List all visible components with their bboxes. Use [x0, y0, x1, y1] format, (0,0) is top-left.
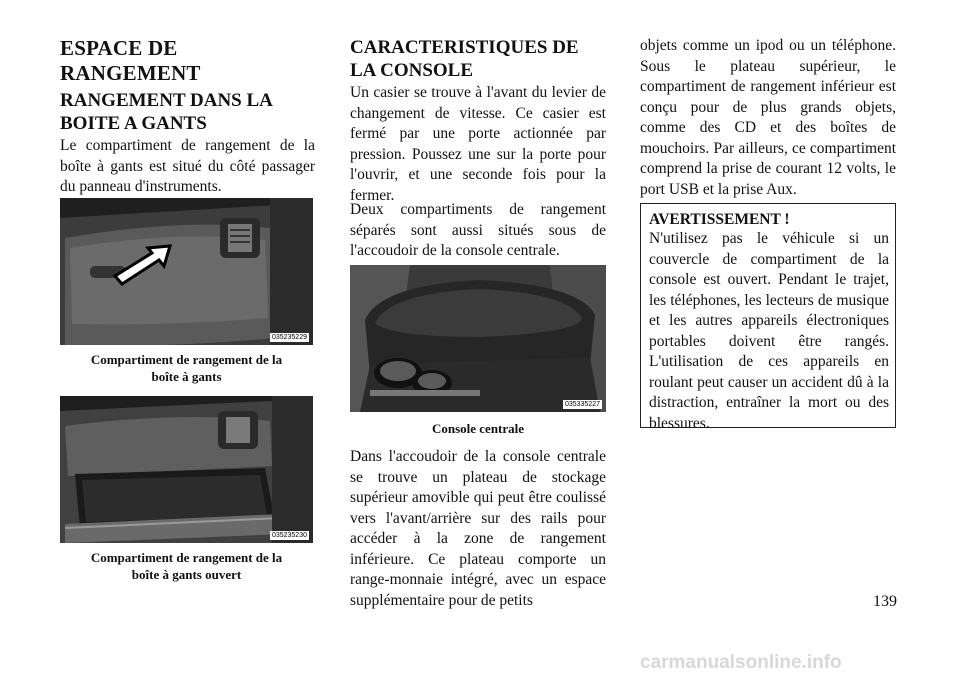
center-console-photo [350, 265, 606, 412]
glovebox-closed-photo [60, 198, 313, 345]
caption-line2: boîte à gants ouvert [131, 567, 242, 582]
glovebox-closed-illustration [60, 198, 313, 345]
figure-caption [60, 351, 313, 385]
figure-code: 035235230 [271, 532, 307, 539]
console-heading-line2: LA CONSOLE [350, 60, 474, 81]
warning-title: AVERTISSEMENT ! [649, 211, 790, 228]
console-paragraph-1: Un casier se trouve à l'avant du levier de changement de vitesse. Ce casier est fermé par une porte actionnée par pression. Poussez une sur la porte pour l'ouvrir, et une seconde fois pour la fermer. [350, 84, 606, 204]
watermark: carmanualsonline.info [640, 652, 842, 673]
console-paragraph-3: Dans l'accoudoir de la console centrale se trouve un plateau de stockage supérieur amovible qui peut être coulissé vers l'avant/arrière sur des rails pour accéder à la zone de rangement inférieure. Ce plateau comporte un range-monnaie intégré, avec un espace supplémentaire pour de petits [350, 448, 606, 609]
glovebox-heading-line2: BOITE A GANTS [60, 113, 207, 134]
figure-caption [60, 549, 313, 583]
caption-line1: Compartiment de rangement de la [90, 352, 283, 367]
section-title-line2: RANGEMENT [60, 61, 201, 85]
figure-caption: Console centrale [431, 421, 525, 436]
warning-text: N'utilisez pas le véhicule si un couvercle de compartiment de la console est ouvert. Pendant le trajet, les téléphones, les lecteurs de musique et les autres appareils électroniques portables doivent être rangés. L'utilisation de ces appareils en roulant peut causer un accident dû à la distraction, entraîner la mort ou des blessures. [649, 230, 889, 432]
figure-code: 035335227 [564, 401, 600, 408]
page-number: 139 [873, 593, 897, 610]
glovebox-heading-line1: RANGEMENT DANS LA [60, 90, 273, 111]
caption-line2: boîte à gants [151, 369, 222, 384]
section-title [60, 36, 201, 86]
glovebox-open-photo [60, 396, 313, 543]
glovebox-paragraph: Le compartiment de rangement de la boîte à gants est situé du côté passager du panneau d'instruments. [60, 137, 315, 195]
console-heading [350, 36, 579, 82]
glovebox-heading [60, 89, 273, 135]
caption-line1: Compartiment de rangement de la [90, 550, 283, 565]
console-paragraph-2: Deux compartiments de rangement séparés sont aussi situés sous de l'accoudoir de la console centrale. [350, 201, 606, 259]
center-console-illustration [350, 265, 606, 412]
section-title-line1: ESPACE DE [60, 36, 178, 60]
figure-code: 035235229 [271, 334, 307, 341]
warning-box [640, 203, 896, 432]
console-paragraph-continued: objets comme un ipod ou un téléphone. Sous le plateau supérieur, le compartiment de rangement inférieur est conçu pour de plus grands objets, comme des CD et des boîtes de mouchoirs. Par ailleurs, ce compartiment comprend la prise de courant 12 volts, le port USB et la prise Aux. [640, 37, 896, 198]
console-heading-line1: CARACTERISTIQUES DE [350, 37, 579, 58]
glovebox-open-illustration [60, 396, 313, 543]
